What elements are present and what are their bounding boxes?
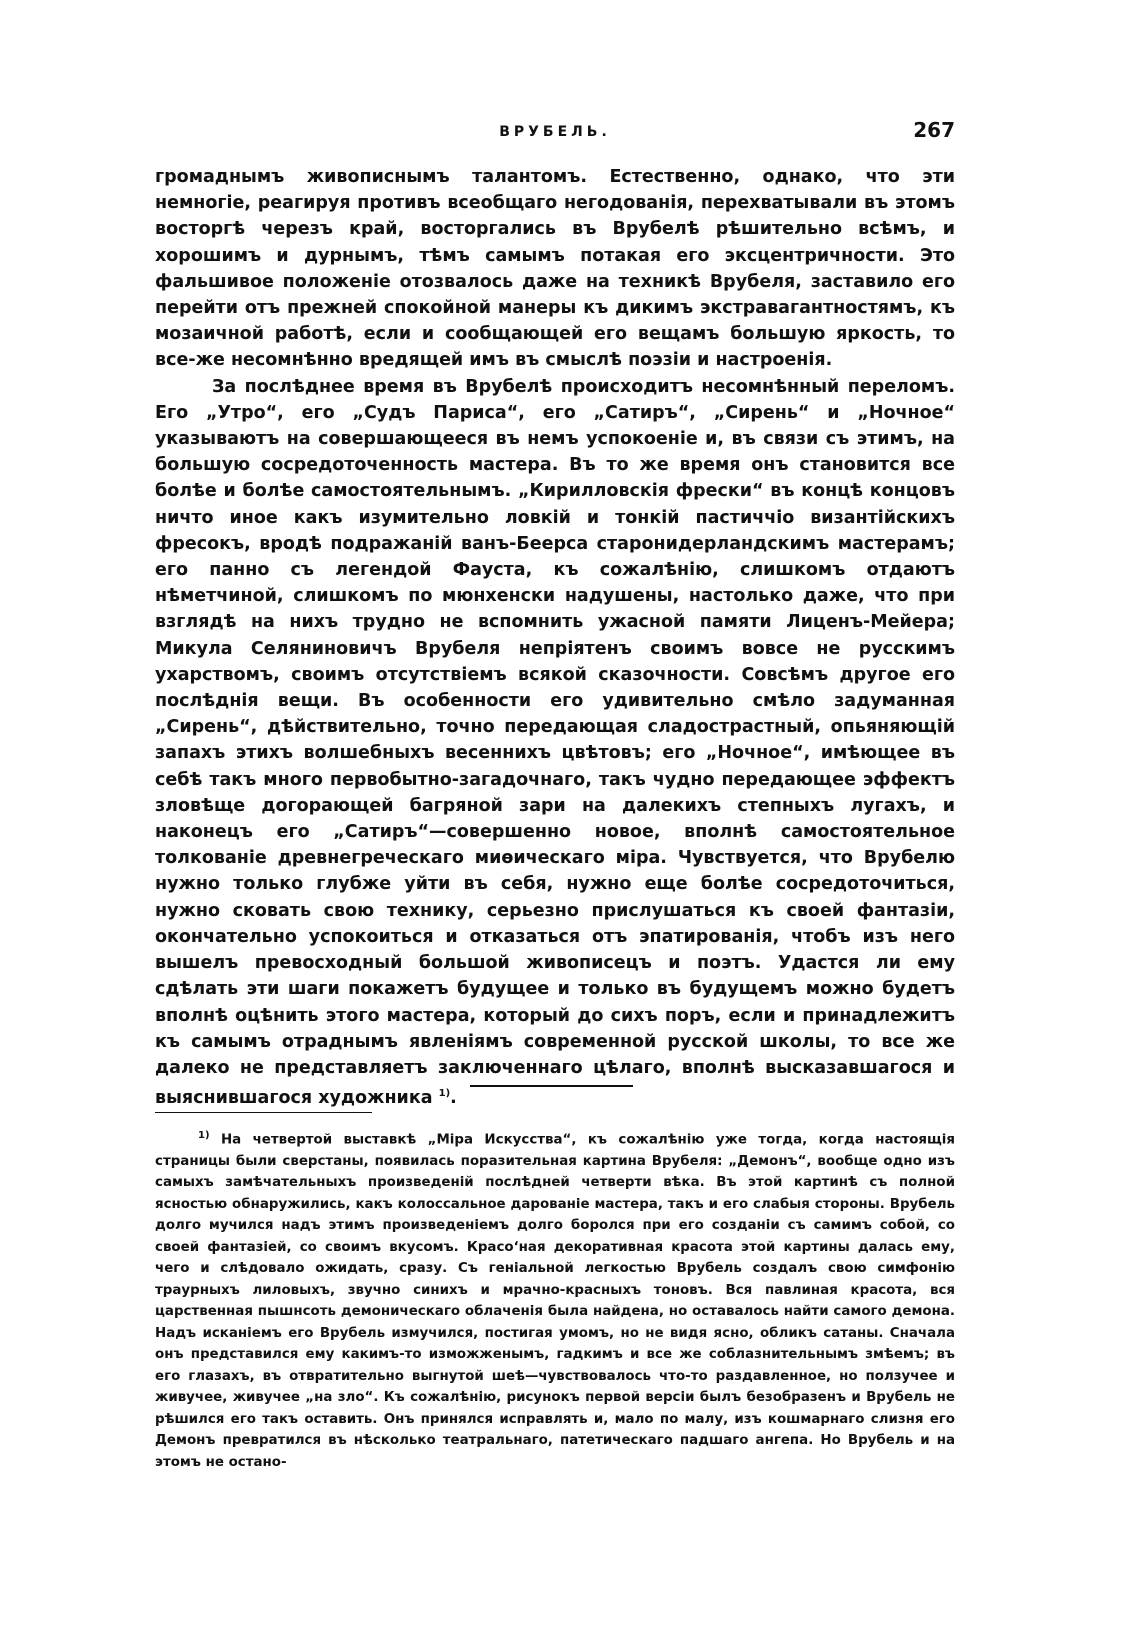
footnote-separator: [155, 1112, 372, 1113]
section-end-rule: [470, 1085, 633, 1087]
page-header: [155, 118, 955, 148]
footnote-reference: 1): [438, 1088, 451, 1100]
paragraph-2-text: За послѣднее время въ Врубелѣ происходитъ несомнѣнный переломъ. Его „Утро“, его „Судъ Париса“, его „Сатиръ“, „Сирень“ и „Ночное“ указываютъ на совершающееся въ немъ успокоеніе и, въ связи съ этимъ, на большую сосредоточенность мастера. Въ то же время онъ становится все болѣе и болѣе самостоятельнымъ. „Кирилловскія фрески“ въ концѣ концовъ ничто иное какъ изумительно ловкій и тонкій пастиччіо византійскихъ фресокъ, вродѣ подражаній ванъ-Беерса старонидерландскимъ мастерамъ; его панно съ легендой Фауста, къ сожалѣнію, слишкомъ отдаютъ нѣметчиной, слишкомъ по мюнхенски надушены, настолько даже, что при взглядѣ на нихъ трудно не вспомнить ужасной памяти Лиценъ-Мейера; Микула Селяниновичъ Врубеля непріятенъ своимъ вовсе не русскимъ ухарствомъ, своимъ отсутствіемъ всякой сказочности. Совсѣмъ другое его послѣднія вещи. Въ особенности его удивительно смѣло задуманная „Сирень“, дѣйствительно, точно передающая сладострастный, опьяняющій запахъ этихъ волшебныхъ весеннихъ цвѣтовъ; его „Ночное“, имѣющее въ себѣ такъ много первобытно-загадочнаго, такъ чудно передающее эффектъ зловѣще догорающей багряной зари на далекихъ степныхъ лугахъ, и наконецъ его „Сатиръ“—совершенно новое, вполнѣ самостоятельное толкованіе древнегреческаго миѳическаго міра. Чувствуется, что Врубелю нужно только глубже уйти въ себя, нужно еще болѣе сосредоточиться, нужно сковать свою технику, серьезно прислушаться къ своей фантазіи, окончательно успокоиться и отказаться отъ эпатированія, чтобъ изъ него вышелъ превосходный большой живописецъ и поэтъ. Удастся ли ему сдѣлать эти шаги покажетъ будущее и только въ будущемъ можно будетъ вполнѣ оцѣнить этого мастера, который до сихъ поръ, если и принадлежитъ къ самымъ отраднымъ явленіямъ современной русской школы, то все же далеко не представляетъ заключеннаго цѣлаго, вполнѣ высказавшагося и выяснившагося художника: [155, 376, 955, 1108]
page-number: 267: [913, 118, 955, 142]
main-text: [155, 164, 955, 1111]
footnote-paragraph: [155, 1125, 955, 1473]
footnote: [155, 1125, 955, 1473]
footnote-text: На четвертой выставкѣ „Міра Искусства“, къ сожалѣнію уже тогда, когда настоящія страницы были сверстаны, появилась поразительная картина Врубеля: „Демонъ“, вообще одно изъ самыхъ замѣчательныхъ произведеній послѣдней четверти вѣка. Въ этой картинѣ съ полной ясностью обнаружились, какъ колоссальное дарованіе мастера, такъ и его слабыя стороны. Врубель долго мучился надъ этимъ произведеніемъ долго боролся при его созданіи съ самимъ собой, со своей фантазіей, со своимъ вкусомъ. Красо‘ная декоративная красота этой картины далась ему, чего и слѣдовало ожидать, сразу. Съ геніальной легкостью Врубель создалъ свою симфонію траурныхъ лиловыхъ, звучно синихъ и мрачно-красныхъ тоновъ. Вся павлиная красота, вся царственная пышнсоть демоническаго облаченія была найдена, но оставалось найти самого демона. Надъ исканіемъ его Врубель измучился, постигая умомъ, но не видя ясно, обликъ сатаны. Сначала онъ представился ему какимъ-то изможженымъ, гадкимъ и все же соблазнительнымъ змѣемъ; въ его глазахъ, въ отвратительно выгнутой шеѣ—чувствовалось что-то раздавленное, но ползучее и живучее, живучее „на зло“. Къ сожалѣнію, рисунокъ первой версіи былъ безобразенъ и Врубель не рѣшился его такъ оставить. Онъ принялся исправлять и, мало по малу, изъ кошмарнаго слизня его Демонъ превратился въ нѣсколько театральнаго, патетическаго падшаго ангепа. Но Врубель и на этомъ не остано-: [155, 1132, 955, 1470]
paragraph-1: громаднымъ живописнымъ талантомъ. Естественно, однако, что эти немногіе, реагируя противъ всеобщаго негодованія, перехватывали въ этомъ восторгѣ черезъ край, восторгались въ Врубелѣ рѣшительно всѣмъ, и хорошимъ и дурнымъ, тѣмъ самымъ потакая его эксцентричности. Это фальшивое положеніе отозвалось даже на техникѣ Врубеля, заставило его перейти отъ прежней спокойной манеры къ дикимъ экстравагантностямъ, къ мозаичной работѣ, если и сообщающей его вещамъ большую яркость, то все-же несомнѣнно вредящей имъ въ смыслѣ поэзіи и настроенія.: [155, 167, 955, 371]
paragraph-2: [155, 374, 955, 1112]
paragraph-2-end: .: [450, 1087, 457, 1108]
footnote-marker: 1): [198, 1130, 210, 1141]
running-head: ВРУБЕЛЬ.: [499, 124, 611, 140]
